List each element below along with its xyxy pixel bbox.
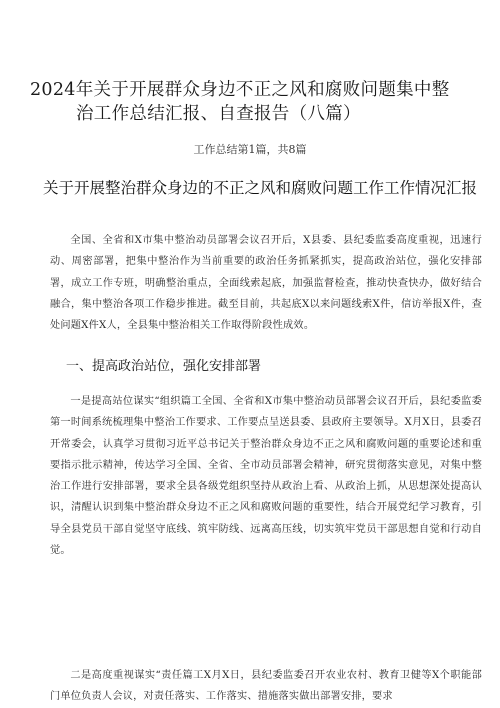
document-title-line2: 治工作总结汇报、自查报告（八篇） (76, 104, 361, 124)
article-title: 关于开展整治群众身边的不正之风和腐败问题工作工作情况汇报 (42, 179, 477, 197)
paragraph-section1-point1: 一是提高站位谋实“组织篇工全国、全省和X市集中整治动员部署会议召开后，县纪委监委第一时间系统梳理集中整治工作要求、工作要点呈送县委、县政府主要领导。X月X日，县委召开常委会，认真学习贯彻习近平总书记关于整治群众身边不正之风和腐败问题的重要论述和重要指示批示精神，传达学习全国、全省、全市动员部署会精神，研究贯彻落实意见，对集中整治工作进行安排部署，要求全县各级党组织坚持从政治上看、从政治上抓，从思想深处提高认识，清醒认识到集中整治群众身边不正之风和腐败问题的重要性，结合开展党纪学习教育，引导全县党员干部自觉坚守底线、筑牢防线、远离高压线，切实筑牢党员干部思想自觉和行动自觉。 (50, 396, 482, 557)
document-title (30, 78, 470, 126)
paragraph-section1-point2: 二是高度重视谋实“责任篇工X月X日，县纪委监委召开农业农村、教育卫健等X个职能部门单位负责人会议，对责任落实、工作落实、措施落实做出部署安排，要求 (50, 670, 482, 703)
document-title-line1: 2024年关于开展群众身边不正之风和腐败问题集中整 (30, 80, 450, 100)
article-counter: 工作总结第1篇，共8篇 (193, 143, 307, 156)
paragraph-intro: 全国、全省和X市集中整治动员部署会议召开后，X县委、县纪委监委高度重视，迅速行动、周密部署，把集中整治作为当前重要的政治任务抓紧抓实，提高政治站位，强化安排部署，成立工作专班，明确整治重点，全面线索起底，加强监督检查，推动快查快办，做好结合融合，集中整治各项工作稳步推进。截至目前，共起底X以来问题线索X件，信访举报X件，查处问题X件X人，全县集中整治相关工作取得阶段性成效。 (50, 235, 482, 332)
section-heading: 一、提高政治站位，强化安排部署 (66, 359, 262, 374)
